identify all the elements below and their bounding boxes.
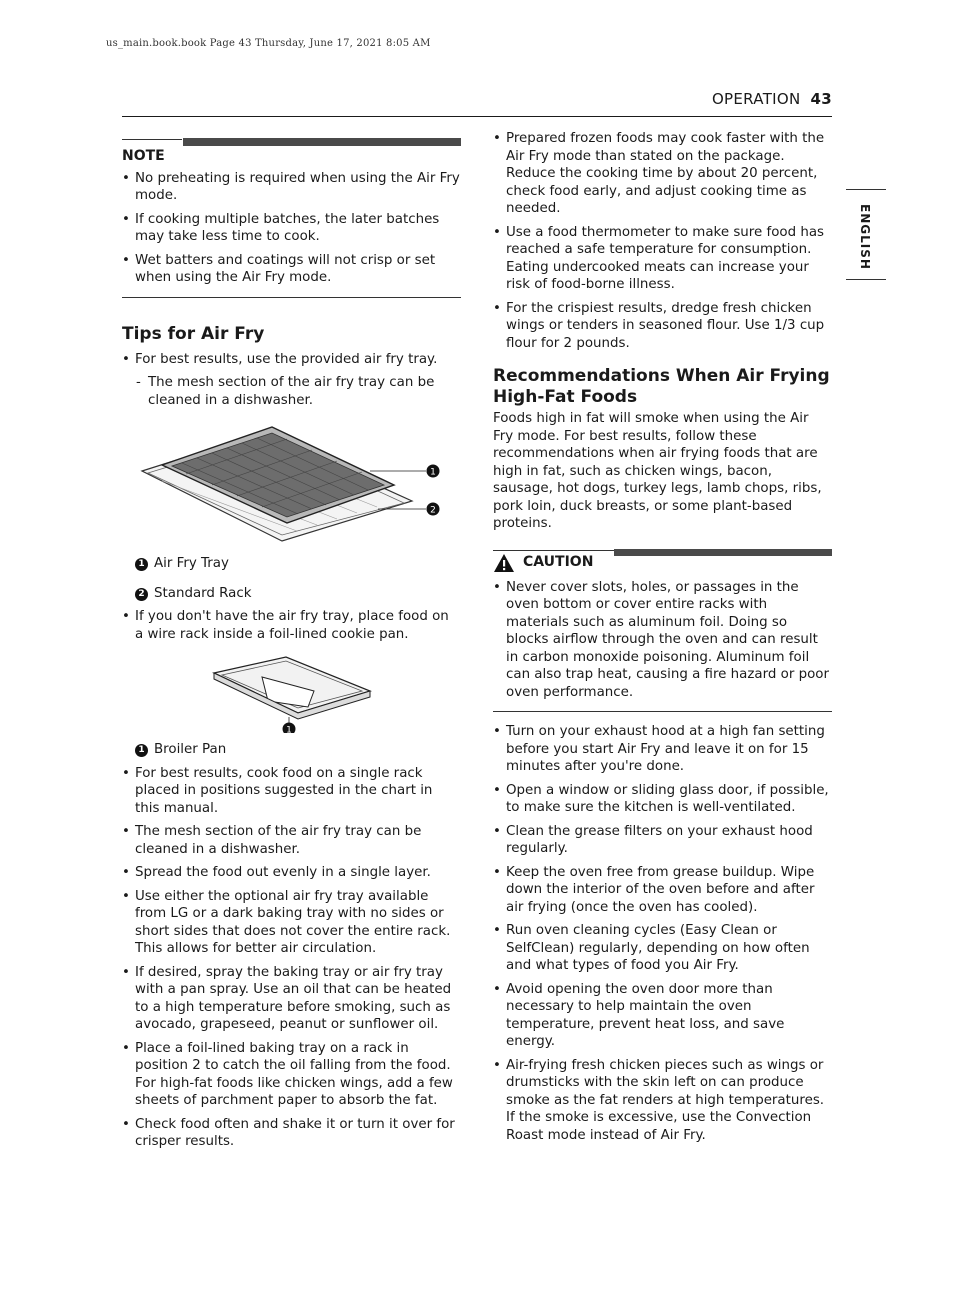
recommendations-paragraph: Foods high in fat will smoke when using the Air Fry mode. For best results, follow these recommendations when air frying foods that are high in fat, such as chicken wings, bacon, sausage, hot dogs, turkey legs, lamb chops, ribs, pork loin, duck breasts, or some plant-based proteins. [493,411,822,531]
caution-rule [493,550,618,551]
tips-item [122,351,461,410]
legend-label: Air Fry Tray [154,556,229,571]
tips-item: • If you don't have the air fry tray, place food on a wire rack inside a foil-lined cookie pan. [122,608,461,643]
page-number: 43 [810,90,832,108]
tips-list [122,765,461,1151]
air-fry-tray-figure [122,419,461,549]
tips-item: • The mesh section of the air fry tray can be cleaned in a dishwasher. [122,823,461,858]
callout-badge: 2 [135,588,148,601]
note-item: • If cooking multiple batches, the later batches may take less time to cook. [122,211,461,246]
tips-item: • Use either the optional air fry tray available from LG or a dark baking tray with no sides or short sides that does not cover the entire rack. This allows for better air circulation. [122,888,461,958]
callout-2-marker [427,503,440,516]
tips-item: • Prepared frozen foods may cook faster with the Air Fry mode than stated on the package. Reduce the cooking time by about 20 percent, check food early, and adjust cooking time as needed. [493,130,832,218]
broiler-pan-illustration [122,651,461,733]
note-list [122,170,461,287]
note-item: • Wet batters and coatings will not crisp or set when using the Air Fry mode. [122,252,461,287]
caution-list [493,579,832,702]
caution-header [493,553,832,573]
left-column [122,138,461,1157]
tips-item: • For the crispiest results, dredge fresh chicken wings or tenders in seasoned flour. Use 1/3 cup flour for 2 pounds. [493,300,832,353]
note-bar [183,138,461,146]
callout-1-marker [427,465,440,478]
warning-icon [493,553,515,573]
legend-label: Broiler Pan [154,742,227,757]
tips-item: • Open a window or sliding glass door, if possible, to make sure the kitchen is well-ventilated. [493,782,832,817]
note-item: • No preheating is required when using the Air Fry mode. [122,170,461,205]
figure-legend-item [122,555,461,573]
figure-legend-item [122,585,461,603]
print-header: us_main.book.book Page 43 Thursday, June 17, 2021 8:05 AM [106,38,431,49]
tips-item: • If desired, spray the baking tray or air fry tray with a pan spray. Use an oil that can be heated to a high temperature before smoking, such as avocado, grapeseed, peanut or sunflower oil. [122,964,461,1034]
language-tab-label: ENGLISH [858,204,872,270]
broiler-pan-figure [122,651,461,733]
tips-item: • Check food often and shake it or turn it over for crisper results. [122,1116,461,1151]
tips-item: • Keep the oven free from grease buildup. Wipe down the interior of the oven before and after air frying (once the oven has cooled). [493,864,832,917]
tips-item: • Clean the grease filters on your exhaust hood regularly. [493,823,832,858]
language-tab [846,189,886,280]
note-title: NOTE [122,148,165,164]
tips-item: • Turn on your exhaust hood at a high fan setting before you start Air Fry and leave it on for 15 minutes after you're done. [493,723,832,776]
section-title: OPERATION [711,90,801,108]
header-rule [122,116,832,117]
svg-text:2: 2 [430,505,436,516]
tips-item: • Avoid opening the oven door more than necessary to help maintain the oven temperature, prevent heat loss, and save energy. [493,981,832,1051]
tips-list [122,351,461,410]
note-rule [122,139,182,140]
tips-item: • Place a foil-lined baking tray on a rack in position 2 to catch the oil falling from the food. For high-fat foods like chicken wings, add a few sheets of parchment paper to absorb the fat. [122,1040,461,1110]
tips-item: • Spread the food out evenly in a single layer. [122,864,461,882]
callout-badge: 1 [135,744,148,757]
note-box [122,138,461,298]
right-column [493,130,832,1150]
caution-title: CAUTION [523,553,594,570]
tips-item: • Use a food thermometer to make sure food has reached a safe temperature for consumption. Eating undercooked meats can increase your risk of food-borne illness. [493,224,832,294]
airfry-tips-list [493,130,832,352]
caution-item: • Never cover slots, holes, or passages in the oven bottom or cover entire racks with materials such as aluminum foil. Doing so blocks airflow through the oven and can result in carbon monoxide poisoning. Aluminum foil can also trap heat, causing a fire hazard or poor oven performance. [493,579,832,702]
tips-heading: Tips for Air Fry [122,323,265,344]
legend-label: Standard Rack [154,585,252,601]
svg-text:1: 1 [286,725,292,733]
caution-box [493,549,832,713]
caution-bar [614,549,832,556]
callout-badge: 1 [135,558,148,571]
figure-legend-item [122,741,461,759]
high-fat-tips-list [493,723,832,1144]
tips-item-text: For best results, use the provided air fry tray. [135,351,438,367]
recommendations-heading: Recommendations When Air Frying High-Fat Foods [493,366,830,407]
tips-subitem: - The mesh section of the air fry tray can be cleaned in a dishwasher. [122,374,461,409]
tips-item: • For best results, cook food on a single rack placed in positions suggested in the chart in this manual. [122,765,461,818]
tips-list [122,608,461,643]
callout-1-marker [283,723,296,734]
svg-text:1: 1 [430,467,436,478]
running-head [712,90,832,108]
tips-item: • Air-frying fresh chicken pieces such as wings or drumsticks with the skin left on can produce smoke as the fat renders at high temperatures. If the smoke is excessive, use the Convection Roast mode instead of Air Fry. [493,1057,832,1145]
tips-item: • Run oven cleaning cycles (Easy Clean or SelfClean) regularly, depending on how often and what types of food you Air Fry. [493,922,832,975]
air-fry-tray-illustration [122,419,461,549]
